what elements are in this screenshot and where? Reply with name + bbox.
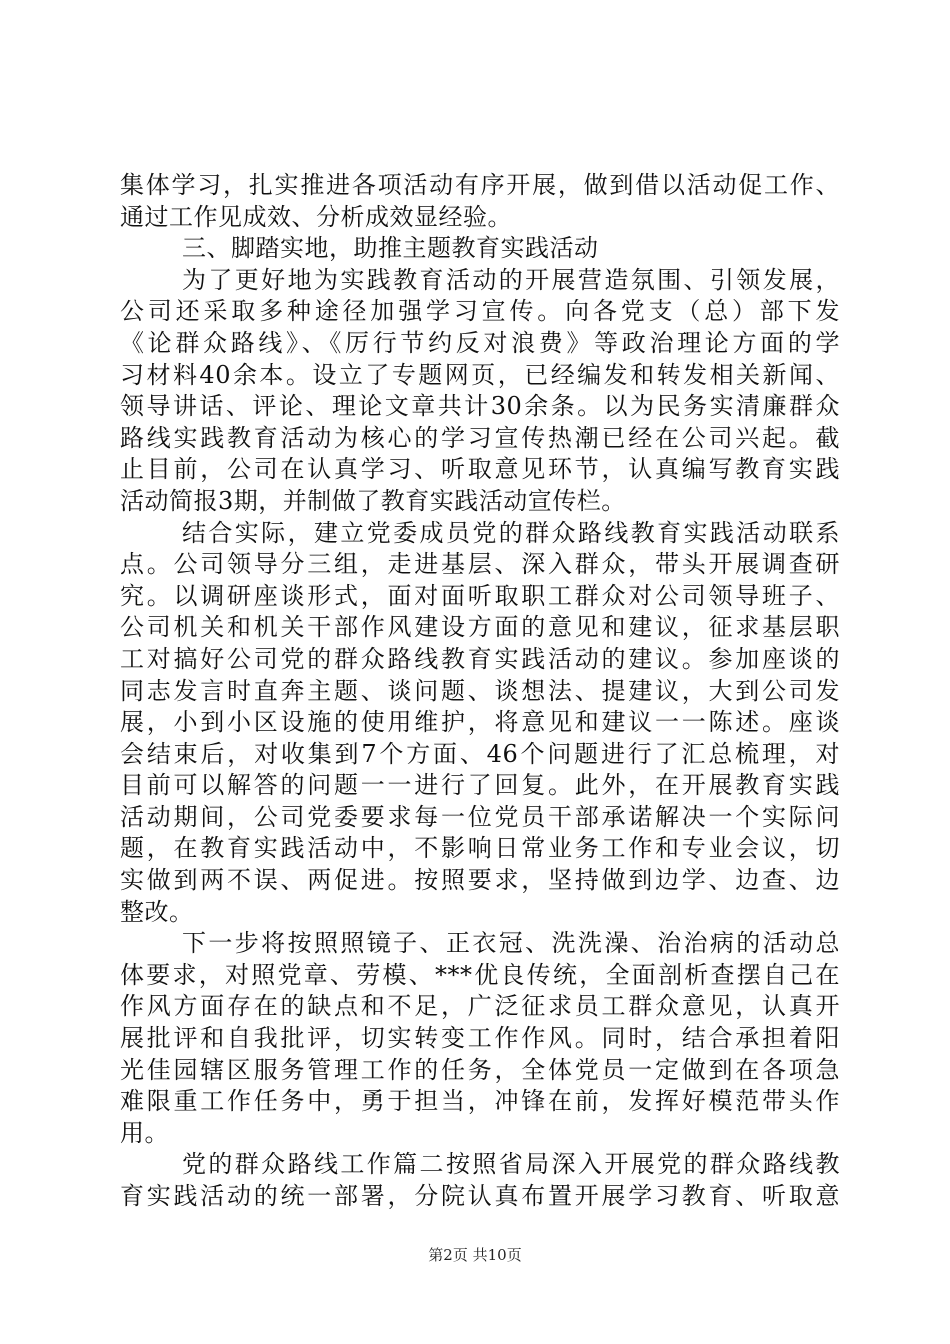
text-line: 领导讲话、评论、理论文章共计30余条。以为民务实清廉群众 <box>120 392 840 421</box>
text-line: 体要求，对照党章、劳模、***优良传统，全面剖析查摆自己在 <box>120 960 840 989</box>
text-line: 光佳园辖区服务管理工作的任务，全体党员一定做到在各项急 <box>120 1055 840 1084</box>
text-line: 路线实践教育活动为核心的学习宣传热潮已经在公司兴起。截 <box>120 423 840 452</box>
text-line: 活动期间，公司党委要求每一位党员干部承诺解决一个实际问 <box>120 802 840 831</box>
text-line: 会结束后，对收集到7个方面、46个问题进行了汇总梳理，对 <box>120 739 840 768</box>
text-line: 实做到两不误、两促进。按照要求，坚持做到边学、边查、边 <box>120 866 840 895</box>
text-line: 《论群众路线》、《厉行节约反对浪费》等政治理论方面的学 <box>120 328 840 357</box>
text-line: 用。 <box>120 1118 169 1147</box>
text-line: 点。公司领导分三组，走进基层、深入群众，带头开展调查研 <box>120 550 840 579</box>
text-line: 集体学习，扎实推进各项活动有序开展，做到借以活动促工作、 <box>120 171 840 199</box>
text-line: 习材料40余本。设立了专题网页，已经编发和转发相关新闻、 <box>120 360 840 389</box>
text-line: 展，小到小区设施的使用维护，将意见和建议一一陈述。座谈 <box>120 708 840 737</box>
text-line: 题，在教育实践活动中，不影响日常业务工作和专业会议，切 <box>120 834 840 863</box>
page-number-footer: 第2页 共10页 <box>428 1246 522 1264</box>
text-line: 党的群众路线工作篇二按照省局深入开展党的群众路线教 <box>182 1150 840 1179</box>
text-line: 结合实际，建立党委成员党的群众路线教育实践活动联系 <box>182 518 840 547</box>
text-line: 工对搞好公司党的群众路线教育实践活动的建议。参加座谈的 <box>120 644 840 673</box>
text-line: 止目前，公司在认真学习、听取意见环节，认真编写教育实践 <box>120 455 840 484</box>
text-line: 目前可以解答的问题一一进行了回复。此外，在开展教育实践 <box>120 771 840 800</box>
text-line: 同志发言时直奔主题、谈问题、谈想法、提建议，大到公司发 <box>120 676 840 705</box>
text-line: 整改。 <box>120 897 194 926</box>
text-line: 公司机关和机关干部作风建设方面的意见和建议，征求基层职 <box>120 613 840 642</box>
text-line: 作风方面存在的缺点和不足，广泛征求员工群众意见，认真开 <box>120 992 840 1021</box>
text-line: 公司还采取多种途径加强学习宣传。向各党支（总）部下发 <box>120 297 840 326</box>
text-line: 展批评和自我批评，切实转变工作作风。同时，结合承担着阳 <box>120 1024 840 1053</box>
text-line: 三、脚踏实地，助推主题教育实践活动 <box>182 234 599 263</box>
text-line: 通过工作见成效、分析成效显经验。 <box>120 202 512 231</box>
text-line: 下一步将按照照镜子、正衣冠、洗洗澡、治治病的活动总 <box>182 929 840 958</box>
text-line: 为了更好地为实践教育活动的开展营造氛围、引领发展， <box>182 265 840 294</box>
text-line: 育实践活动的统一部署，分院认真布置开展学习教育、听取意 <box>120 1182 840 1210</box>
text-line: 难限重工作任务中，勇于担当，冲锋在前，发挥好模范带头作 <box>120 1087 840 1116</box>
document-body <box>120 170 840 1213</box>
text-line: 究。以调研座谈形式，面对面听取职工群众对公司领导班子、 <box>120 581 840 610</box>
text-line: 活动简报3期，并制做了教育实践活动宣传栏。 <box>120 486 626 515</box>
